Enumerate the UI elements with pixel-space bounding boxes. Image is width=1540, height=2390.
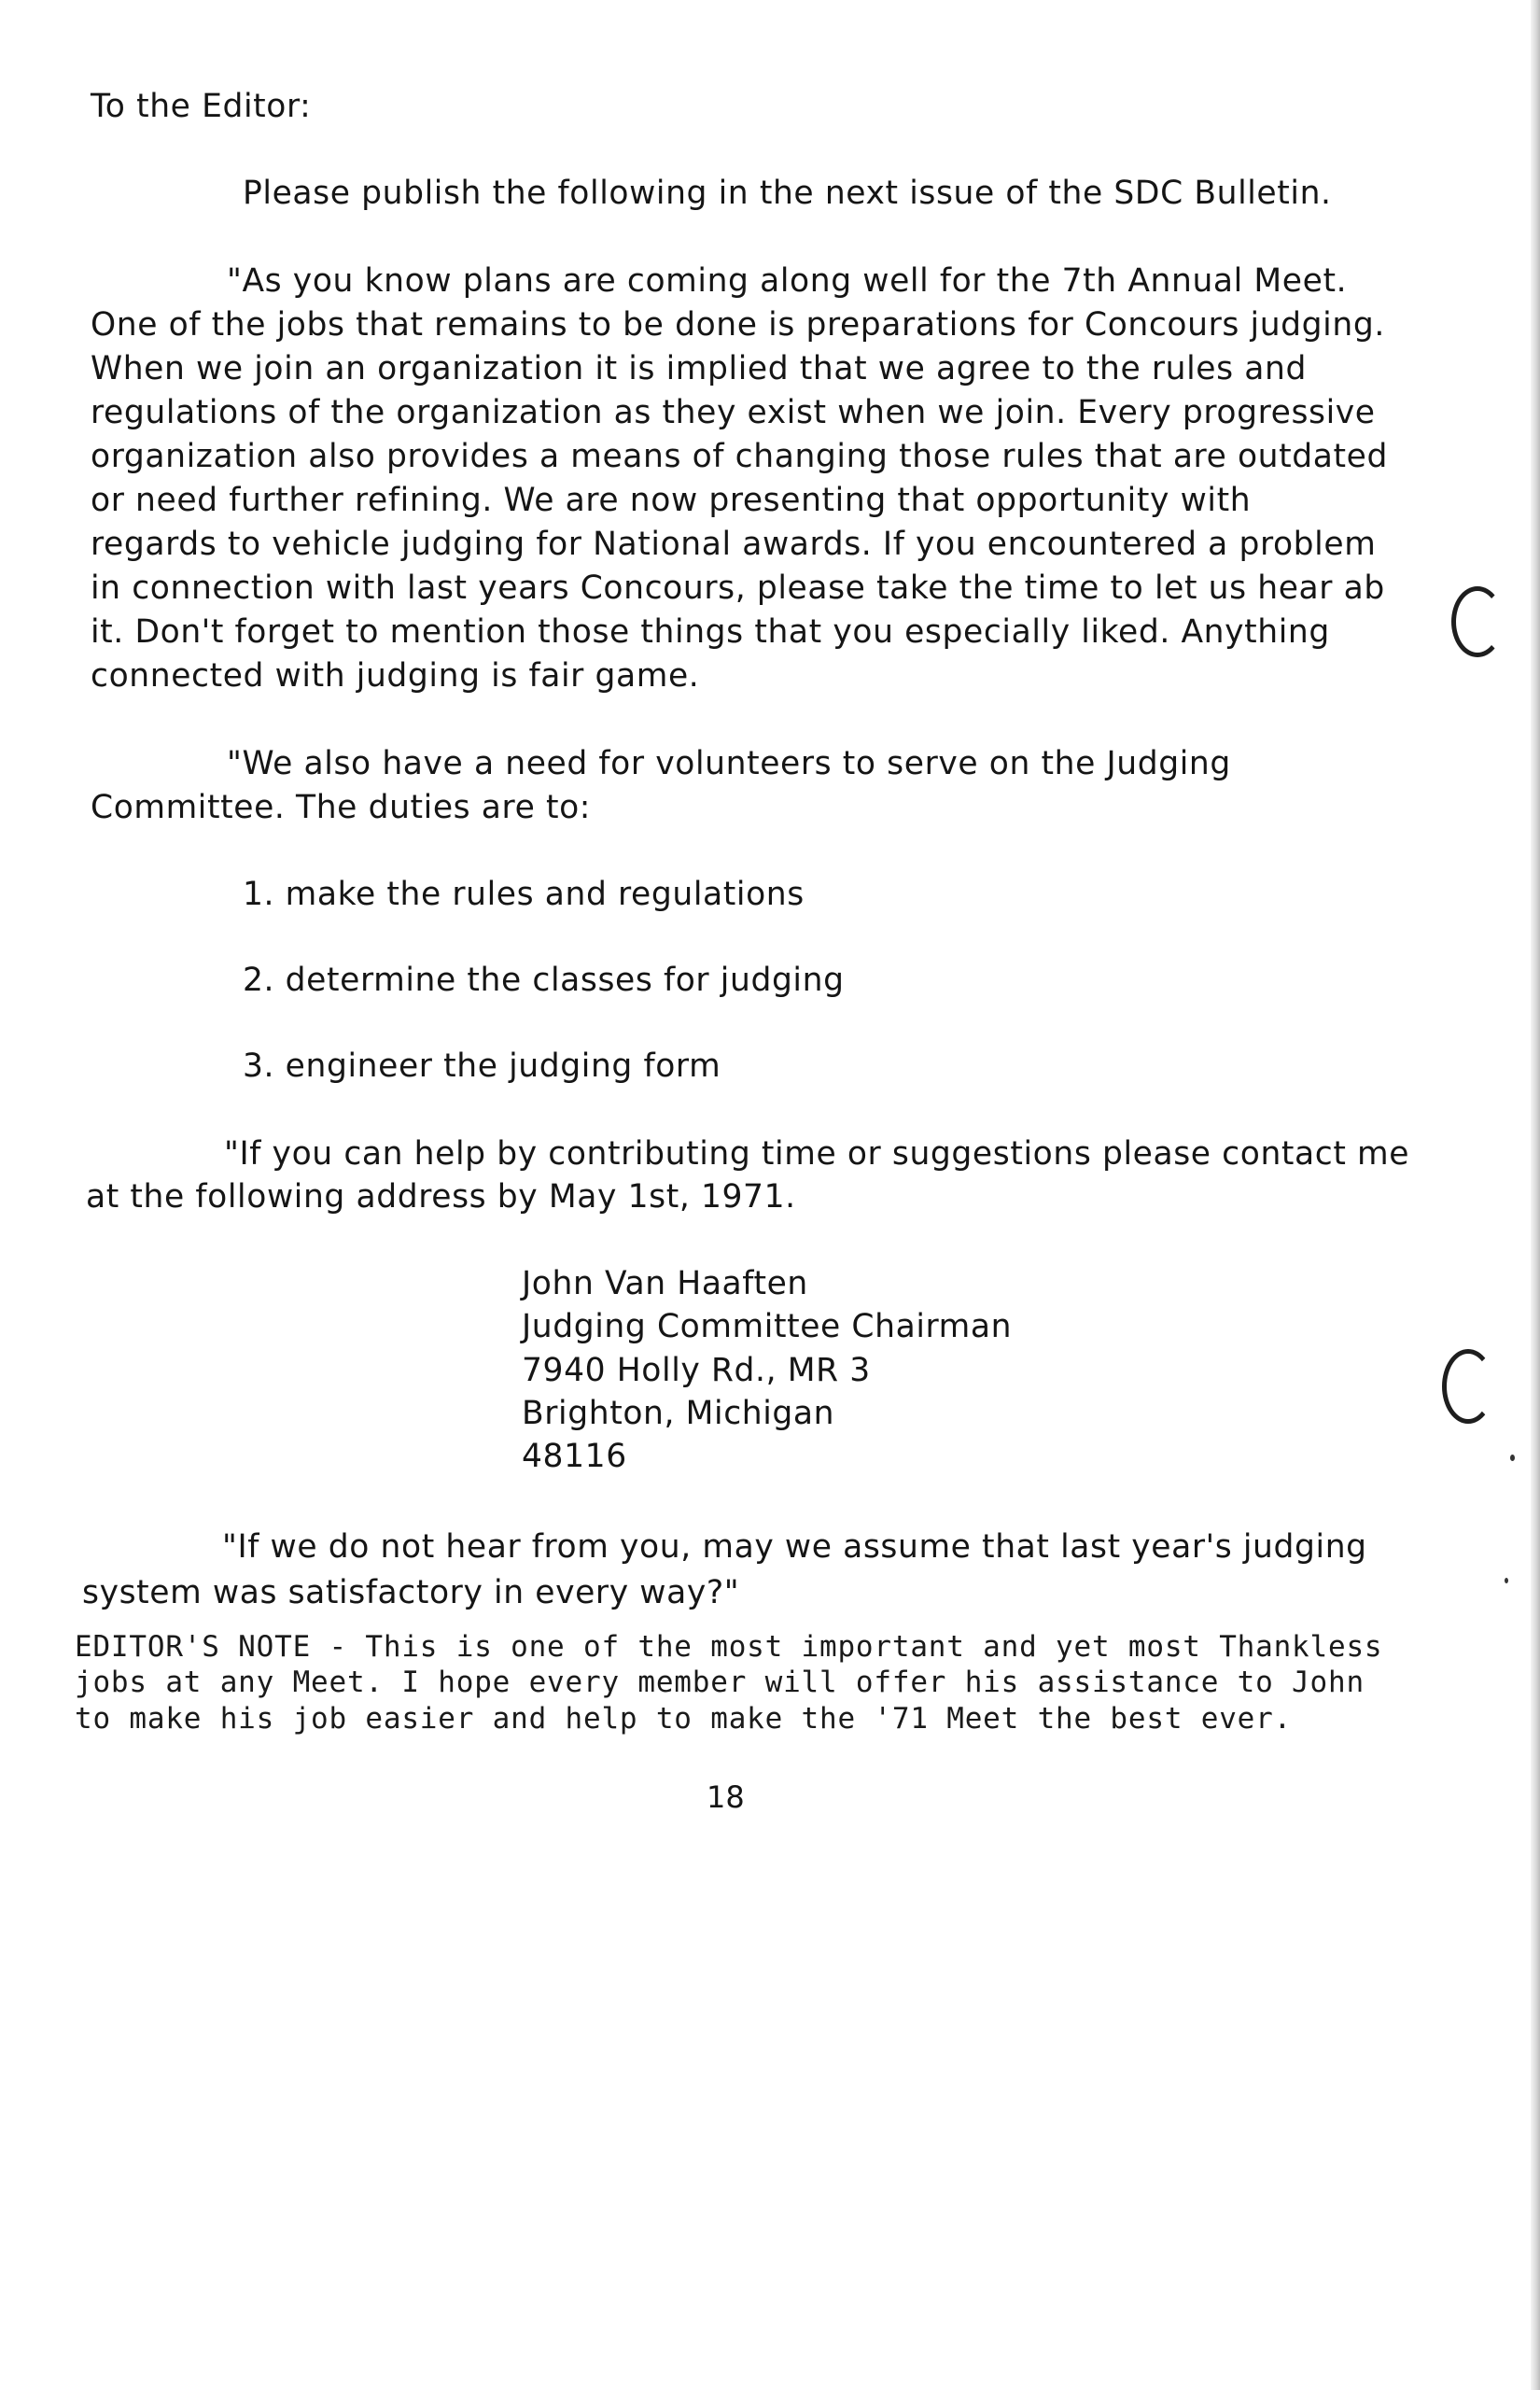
scan-speck (1505, 1578, 1508, 1583)
para3-line-1: "If you can help by contributing time or suggestions please contact me (224, 1135, 1410, 1173)
para1-line-7: regards to vehicle judging for National awards. If you encountered a problem (91, 526, 1377, 563)
address-city: Brighton, Michigan (522, 1395, 835, 1432)
address-title: Judging Committee Chairman (522, 1308, 1013, 1345)
scan-speck (1510, 1455, 1515, 1461)
para1-line-10: connected with judging is fair game. (91, 657, 700, 695)
para1-line-8: in connection with last years Concours, please take the time to let us hear ab (91, 569, 1385, 607)
punch-hole-mark (1451, 586, 1504, 657)
para3-line-2: at the following address by May 1st, 1971. (86, 1178, 796, 1216)
editors-note-line-1: EDITOR'S NOTE - This is one of the most important and yet most Thankless (75, 1630, 1383, 1664)
punch-hole-mark (1442, 1349, 1494, 1424)
binding-edge-shadow (1531, 0, 1540, 2390)
editors-note-line-3: to make his job easier and help to make the '71 Meet the best ever. (75, 1702, 1293, 1736)
duty-item-1: 1. make the rules and regulations (243, 876, 805, 913)
address-zip: 48116 (522, 1438, 627, 1475)
intro-line: Please publish the following in the next issue of the SDC Bulletin. (243, 175, 1332, 212)
para1-line-5: organization also provides a means of changing those rules that are outdated (91, 438, 1388, 475)
para1-line-1: "As you know plans are coming along well for the 7th Annual Meet. (227, 262, 1348, 300)
para1-line-6: or need further refining. We are now presenting that opportunity with (91, 482, 1252, 519)
para1-line-3: When we join an organization it is implied that we agree to the rules and (91, 350, 1307, 387)
address-street: 7940 Holly Rd., MR 3 (522, 1352, 871, 1389)
duty-item-3: 3. engineer the judging form (243, 1047, 721, 1085)
para1-line-9: it. Don't forget to mention those things that you especially liked. Anything (91, 613, 1330, 651)
para1-line-4: regulations of the organization as they exist when we join. Every progressive (91, 394, 1376, 431)
salutation: To the Editor: (91, 88, 312, 125)
para1-line-2: One of the jobs that remains to be done is preparations for Concours judging. (91, 306, 1385, 344)
para2-line-2: Committee. The duties are to: (91, 789, 592, 826)
para2-line-1: "We also have a need for volunteers to serve on the Judging (227, 745, 1231, 782)
para4-line-1: "If we do not hear from you, may we assume that last year's judging (222, 1528, 1367, 1566)
page-number: 18 (707, 1779, 745, 1815)
address-name: John Van Haaften (522, 1265, 808, 1302)
para4-line-2: system was satisfactory in every way?" (82, 1574, 740, 1611)
duty-item-2: 2. determine the classes for judging (243, 962, 845, 999)
editors-note-line-2: jobs at any Meet. I hope every member will offer his assistance to John (75, 1666, 1365, 1699)
